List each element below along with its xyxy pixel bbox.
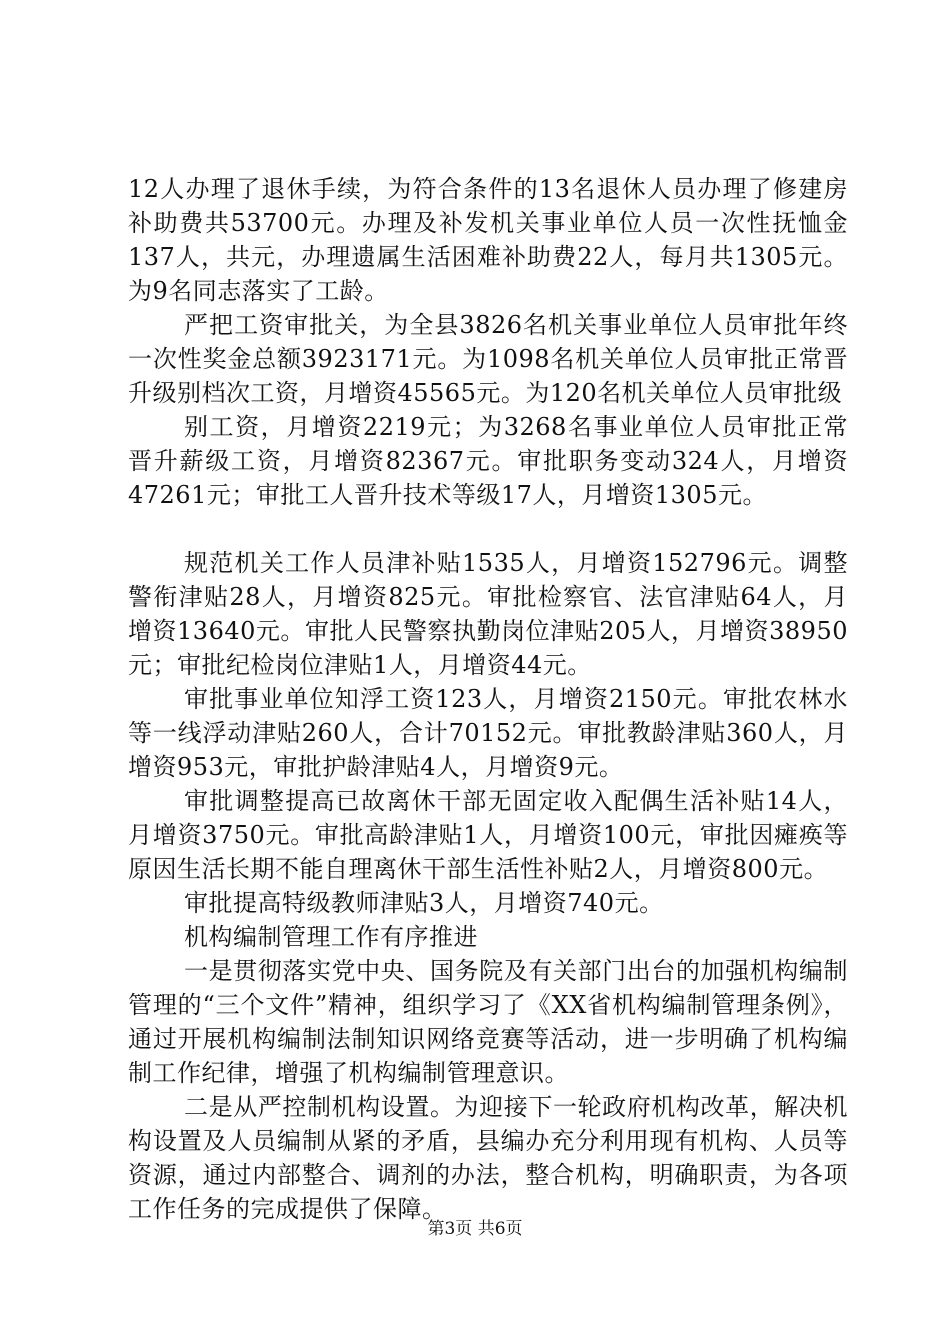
paragraph-retirement: 12人办理了退休手续，为符合条件的13名退休人员办理了修建房补助费共53700元。办理及补发机关事业单位人员一次性抚恤金137人，共元，办理遗属生活困难补助费22人，每月共1305元。为9名同志落实了工龄。 xyxy=(128,175,848,305)
document-body xyxy=(128,172,848,1226)
paragraph-salary-continued: 别工资，月增资2219元；为3268名事业单位人员审批正常晋升薪级工资，月增资82367元。审批职务变动324人，月增资47261元；审批工人晋升技术等级17人，月增资1305元。 xyxy=(128,413,848,509)
page-footer: 第3页 共6页 xyxy=(427,1219,523,1239)
paragraph-point-one: 一是贯彻落实党中央、国务院及有关部门出台的加强机构编制管理的“三个文件”精神，组织学习了《XX省机构编制管理条例》，通过开展机构编制法制知识网络竞赛等活动，进一步明确了机构编制工作纪律，增强了机构编制管理意识。 xyxy=(128,957,848,1087)
section-heading-establishment: 机构编制管理工作有序推进 xyxy=(184,923,478,951)
paragraph-retired-cadre-subsidy: 审批调整提高已故离休干部无固定收入配偶生活补贴14人，月增资3750元。审批高龄津贴1人，月增资100元，审批因瘫痪等原因生活长期不能自理离休干部生活性补贴2人，月增资800元。 xyxy=(128,787,848,883)
paragraph-salary-approval: 严把工资审批关，为全县3826名机关事业单位人员审批年终一次性奖金总额3923171元。为1098名机关单位人员审批正常晋升级别档次工资，月增资45565元。为120名机关单位人员审批级 xyxy=(128,311,848,407)
paragraph-allowances: 规范机关工作人员津补贴1535人，月增资152796元。调整警衔津贴28人，月增资825元。审批检察官、法官津贴64人，月增资13640元。审批人民警察执勤岗位津贴205人，月增资38950元；审批纪检岗位津贴1人，月增资44元。 xyxy=(128,549,848,679)
paragraph-point-two: 二是从严控制机构设置。为迎接下一轮政府机构改革，解决机构设置及人员编制从紧的矛盾，县编办充分利用现有机构、人员等资源，通过内部整合、调剂的办法，整合机构，明确职责，为各项工作任务的完成提供了保障。 xyxy=(128,1093,848,1223)
paragraph-teacher-allowance: 审批提高特级教师津贴3人，月增资740元。 xyxy=(184,889,664,917)
paragraph-floating-wages: 审批事业单位知浮工资123人，月增资2150元。审批农林水等一线浮动津贴260人，合计70152元。审批教龄津贴360人，月增资953元，审批护龄津贴4人，月增资9元。 xyxy=(128,685,848,781)
